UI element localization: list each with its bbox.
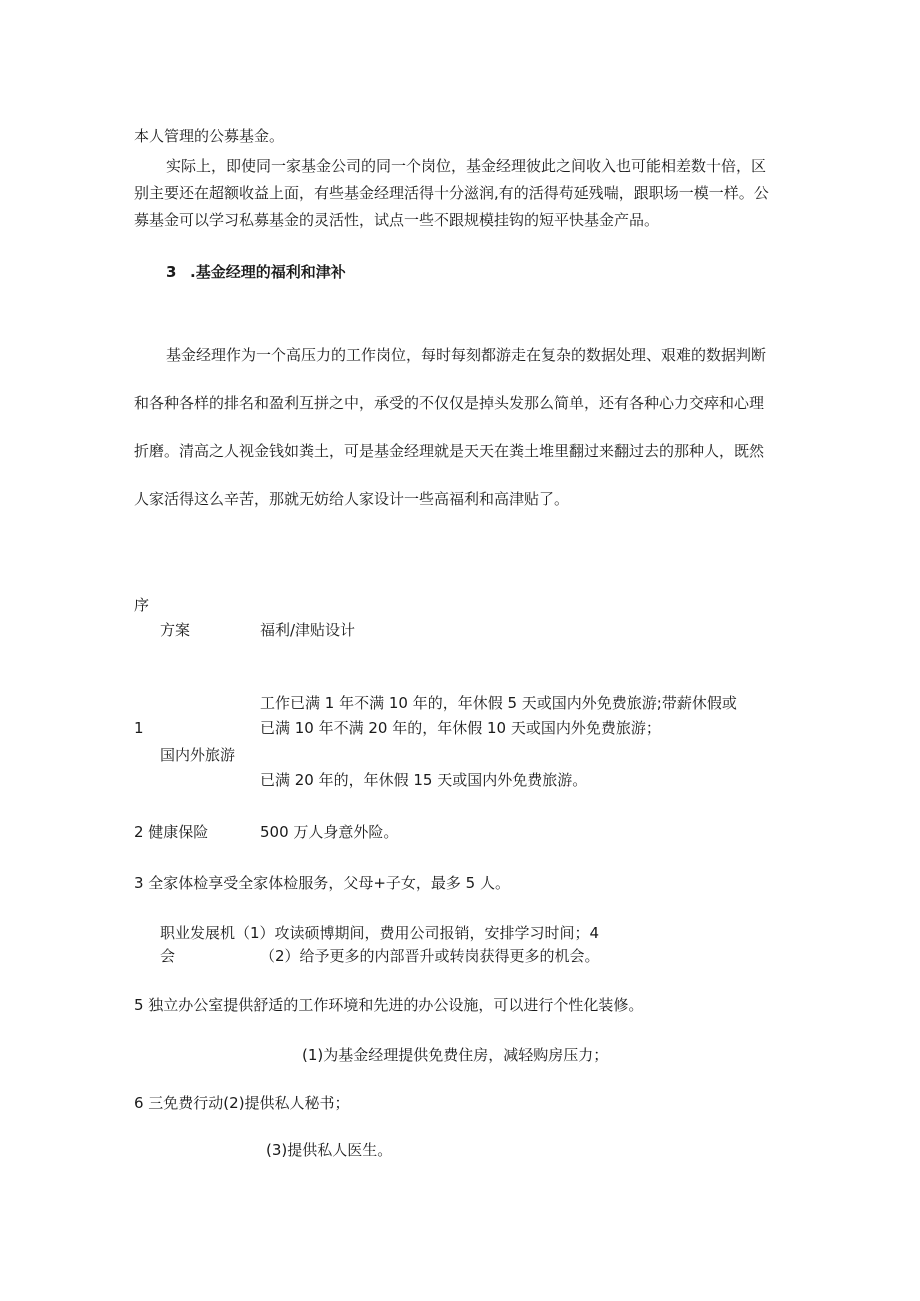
row2-design: 500 万人身意外险。 xyxy=(260,823,399,841)
row1-plan: 国内外旅游 xyxy=(160,746,236,764)
row2-number-plan: 2 健康保险 xyxy=(134,823,209,841)
row1-design-line: 工作已满 1 年不满 10 年的，年休假 5 天或国内外免费旅游;带薪休假或 xyxy=(260,694,737,712)
row1-design-line: 已满 10 年不满 20 年的，年休假 10 天或国内外免费旅游； xyxy=(260,719,661,737)
section-title: .基金经理的福利和津补 xyxy=(190,263,346,281)
row4-line: （2）给予更多的内部晋升或转岗获得更多的机会。 xyxy=(260,947,600,965)
row6-item: (3)提供私人医生。 xyxy=(266,1141,393,1159)
row3-text: 3 全家体检享受全家体检服务，父母+子女，最多 5 人。 xyxy=(134,874,510,892)
row6-number-plan: 6 三免费行动(2)提供私人秘书； xyxy=(134,1094,350,1112)
body-line: 人家活得这么辛苦，那就无妨给人家设计一些高福利和高津贴了。 xyxy=(134,490,570,508)
row6-item: (1)为基金经理提供免费住房，减轻购房压力； xyxy=(302,1046,609,1064)
row5-text: 5 独立办公室提供舒适的工作环境和先进的办公设施，可以进行个性化装修。 xyxy=(134,996,644,1014)
intro-line: 本人管理的公募基金。 xyxy=(134,127,285,145)
table-header-seq: 序 xyxy=(134,596,150,614)
row4-line: 职业发展机（1）攻读硕博期间，费用公司报销，安排学习时间；4 xyxy=(160,924,600,942)
body-line: 基金经理作为一个高压力的工作岗位，每时每刻都游走在复杂的数据处理、艰难的数据判断 xyxy=(166,346,767,364)
body-line: 和各种各样的排名和盈利互拼之中，承受的不仅仅是掉头发那么简单，还有各种心力交瘁和心理 xyxy=(134,394,765,412)
intro-paragraph-line: 募基金可以学习私募基金的灵活性，试点一些不跟规模挂钩的短平快基金产品。 xyxy=(134,211,660,229)
table-header-plan: 方案 xyxy=(160,621,191,639)
intro-paragraph-line: 实际上，即使同一家基金公司的同一个岗位，基金经理彼此之间收入也可能相差数十倍，区 xyxy=(166,157,767,175)
intro-paragraph-line: 别主要还在超额收益上面，有些基金经理活得十分滋润,有的活得苟延残喘，跟职场一模一样。公 xyxy=(134,184,769,202)
section-number: 3 xyxy=(166,263,177,281)
row1-design-line: 已满 20 年的，年休假 15 天或国内外免费旅游。 xyxy=(260,771,588,789)
table-header-design: 福利/津贴设计 xyxy=(260,621,356,639)
body-line: 折磨。清高之人视金钱如粪土，可是基金经理就是天天在粪土堆里翻过来翻过去的那种人，既然 xyxy=(134,442,765,460)
row1-number: 1 xyxy=(134,719,144,737)
row4-plan: 会 xyxy=(160,947,176,965)
